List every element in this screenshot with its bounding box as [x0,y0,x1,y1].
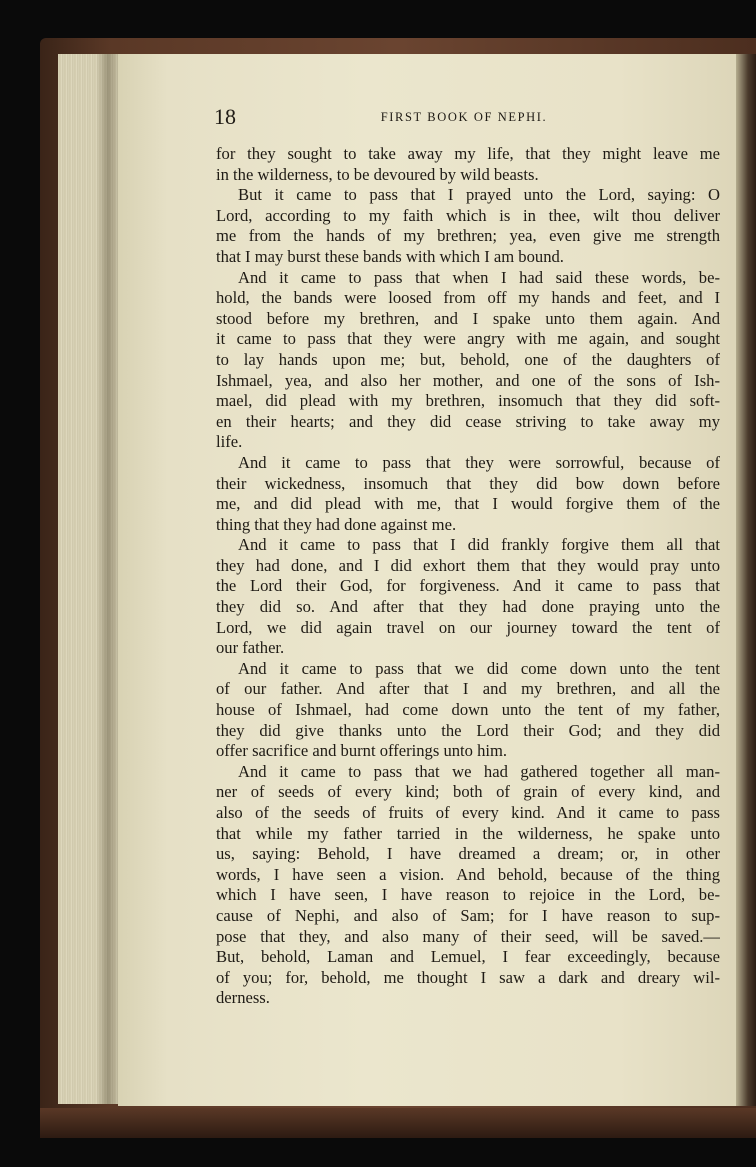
text-line: which I have seen, I have reason to rejoice in the Lord, be- [216,885,720,905]
body-text [216,144,720,1009]
text-line: hold, the bands were loosed from off my hands and feet, and I [216,288,720,308]
text-line: ner of seeds of every kind; both of grain of every kind, and [216,782,720,802]
text-line: that while my father tarried in the wilderness, he spake unto [216,823,720,843]
text-line: words, I have seen a vision. And behold, because of the thing [216,864,720,884]
text-line: that I may burst these bands with which I am bound. [216,246,564,266]
text-line: en their hearts; and they did cease striving to take away my [216,411,720,431]
text-line: But, behold, Laman and Lemuel, I fear exceedingly, because [216,947,720,967]
text-line: And it came to pass that we did come down unto the tent [238,658,720,678]
text-line: they did give thanks unto the Lord their God; and they did [216,720,720,740]
text-line: to lay hands upon me; but, behold, one of the daughters of [216,349,720,369]
text-line: also of the seeds of fruits of every kind. And it came to pass [216,803,720,822]
book-cover-bottom [40,1108,756,1138]
text-line: it came to pass that they were angry with me again, and sought [216,329,720,349]
text-line: pose that they, and also many of their seed, will be saved.— [216,926,720,946]
page-edge-shadow [96,54,120,1104]
text-line: But it came to pass that I prayed unto the Lord, saying: O [238,185,720,205]
text-line: us, saying: Behold, I have dreamed a dream; or, in other [216,844,720,864]
text-line: in the wilderness, to be devoured by wild beasts. [216,164,539,184]
text-line: they did so. And after that they had done praying unto the [216,597,720,617]
text-line: stood before my brethren, and I spake unto them again. And [216,308,720,328]
text-line: derness. [216,988,270,1008]
text-line: And it came to pass that when I had said these words, be- [238,267,720,287]
text-line: mael, did plead with my brethren, insomuch that they did soft- [216,391,720,411]
text-line: the Lord their God, for forgiveness. And it came to pass that [216,576,720,596]
text-line: house of Ishmael, had come down unto the tent of my father, [216,700,720,720]
text-line: And it came to pass that we had gathered together all man- [238,761,720,781]
page-header [214,104,722,130]
text-line: And it came to pass that I did frankly forgive them all that [238,535,720,555]
text-line: offer sacrifice and burnt offerings unto him. [216,741,508,761]
page-fore-edge [736,54,756,1106]
text-line: for they sought to take away my life, that they might leave me [216,144,720,163]
text-line: me, and did plead with me, that I would forgive them of the [216,494,720,514]
text-line: of our father. And after that I and my brethren, and all the [216,679,720,699]
text-line: their wickedness, insomuch that they did bow down before [216,473,720,493]
text-line: of you; for, behold, me thought I saw a dark and dreary wil- [216,967,720,987]
text-line: Lord, we did again travel on our journey toward the tent of [216,617,720,637]
text-line: me from the hands of my brethren; yea, even give me strength [216,226,720,246]
text-line: they had done, and I did exhort them that they would pray unto [216,555,720,575]
text-line: Lord, according to my faith which is in thee, wilt thou deliver [216,205,720,225]
text-line: Ishmael, yea, and also her mother, and one of the sons of Ish- [216,370,720,390]
text-line: our father. [216,638,285,658]
text-line: cause of Nephi, and also of Sam; for I have reason to sup- [216,905,720,925]
running-head: FIRST BOOK OF NEPHI. [380,110,548,124]
text-line: life. [216,432,243,452]
text-line: thing that they had done against me. [216,514,457,534]
page-number: 18 [214,104,236,129]
text-line: And it came to pass that they were sorrowful, because of [238,452,720,472]
